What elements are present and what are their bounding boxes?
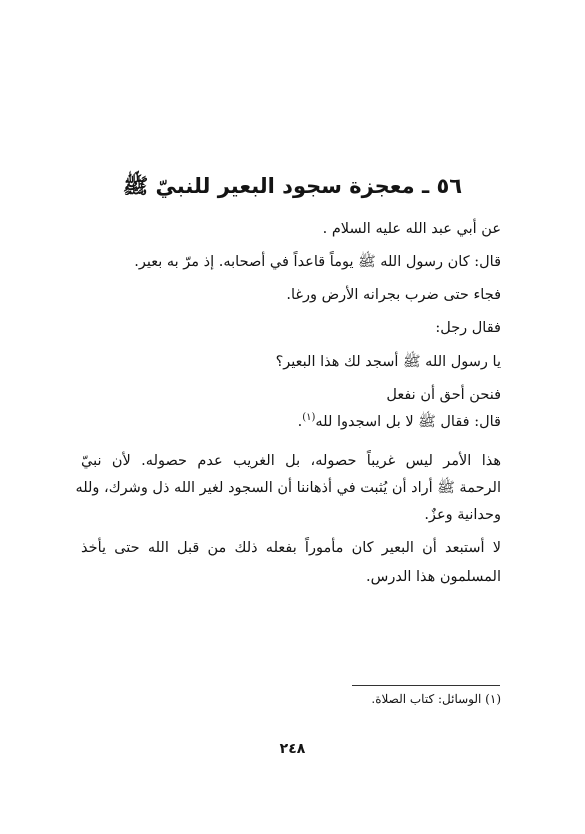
paragraph-line: لا أستبعد أن البعير كان مأموراً بفعله ذلك من قبل الله حتى يأخذ <box>81 540 501 556</box>
footnote-divider <box>352 685 500 686</box>
paragraph-line: الرحمة ﷺ أراد أن يُثبت في أذهاننا أن السجود لغير الله ذل وشرك، ولله <box>75 480 501 496</box>
paragraph-line: المسلمون هذا الدرس. <box>366 569 501 585</box>
paragraph-line: وحدانية وعزٌ. <box>424 507 501 523</box>
text-line: قال: كان رسول الله ﷺ يوماً قاعداً في أصحابه. إذ مرّ به بعير. <box>134 254 501 270</box>
text-line: يا رسول الله ﷺ أسجد لك هذا البعير؟ <box>275 354 501 370</box>
page-number: ٢٤٨ <box>279 741 306 757</box>
text-line: فقال رجل: <box>435 320 501 336</box>
text-line: قال: فقال ﷺ لا بل اسجدوا لله <box>315 414 501 430</box>
footnote-reference: (١) <box>302 412 316 424</box>
text-line-with-footnote: قال: فقال ﷺ لا بل اسجدوا لله$^{(١)}$. <box>297 412 501 430</box>
footnote: (١) الوسائل: كتاب الصلاة. <box>371 692 501 706</box>
text-line: فجاء حتى ضرب بجرانه الأرض ورغا. <box>286 287 501 303</box>
text-line: فنحن أحق أن نفعل <box>386 387 501 403</box>
chapter-title: ٥٦ ـ معجزة سجود البعير للنبيّ ﷺ <box>122 174 463 198</box>
text-line: عن أبي عبد الله عليه السلام . <box>322 221 501 237</box>
paragraph-line: هذا الأمر ليس غريباً حصوله، بل الغريب عدم حصوله. لأن نبيّ <box>81 453 501 469</box>
